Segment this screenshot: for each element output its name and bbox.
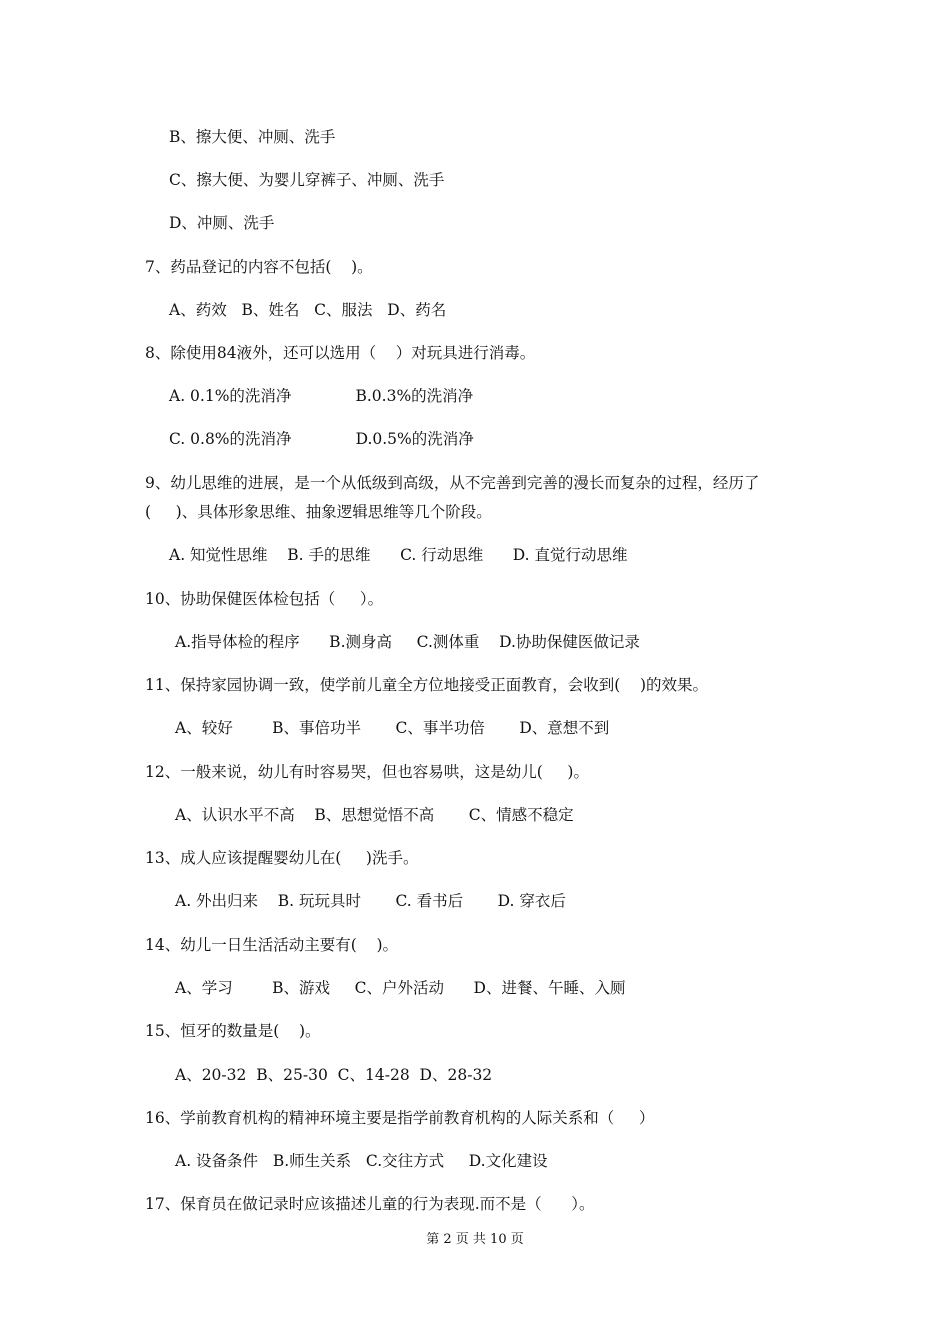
question-8: 8、除使用84液外，还可以选用（ ）对玩具进行消毒。 [145,344,536,362]
question-11-options: A、较好 B、事倍功半 C、事半功倍 D、意想不到 [175,719,610,737]
question-7: 7、药品登记的内容不包括( )。 [145,258,373,276]
question-11: 11、保持家园协调一致，使学前儿童全方位地接受正面教育，会收到( )的效果。 [145,676,709,694]
question-12: 12、一般来说，幼儿有时容易哭，但也容易哄，这是幼儿( )。 [145,763,589,781]
page-number-footer: 第 2 页 共 10 页 [426,1232,524,1247]
question-6-option-c: C、擦大便、为婴儿穿裤子、冲厕、洗手 [169,171,445,189]
question-7-options: A、药效 B、姓名 C、服法 D、药名 [169,301,447,319]
question-15-options: A、20-32 B、25-30 C、14-28 D、28-32 [175,1066,493,1084]
question-16: 16、学前教育机构的精神环境主要是指学前教育机构的人际关系和（ ） [145,1109,655,1127]
question-14-options: A、学习 B、游戏 C、户外活动 D、进餐、午睡、入厕 [175,979,626,997]
question-17: 17、保育员在做记录时应该描述儿童的行为表现.而不是（ ）。 [145,1195,595,1213]
question-12-options: A、认识水平不高 B、思想觉悟不高 C、情感不稳定 [175,806,574,824]
question-9-line-1: 9、幼儿思维的进展，是一个从低级到高级，从不完善到完善的漫长而复杂的过程，经历了 [145,474,760,492]
question-10: 10、协助保健医体检包括（ ）。 [145,590,384,608]
question-8-options-row-1: A. 0.1%的洗消净 B.0.3%的洗消净 [169,387,474,405]
question-6-option-b: B、擦大便、冲厕、洗手 [169,128,336,146]
question-13: 13、成人应该提醒婴幼儿在( )洗手。 [145,849,419,867]
question-16-options: A. 设备条件 B.师生关系 C.交往方式 D.文化建设 [175,1152,548,1170]
question-9-options: A. 知觉性思维 B. 手的思维 C. 行动思维 D. 直觉行动思维 [169,546,628,564]
question-14: 14、幼儿一日生活活动主要有( )。 [145,936,399,954]
question-6-option-d: D、冲厕、洗手 [169,214,275,232]
question-10-options: A.指导体检的程序 B.测身高 C.测体重 D.协助保健医做记录 [175,633,640,651]
question-8-options-row-2: C. 0.8%的洗消净 D.0.5%的洗消净 [169,430,474,448]
question-15: 15、恒牙的数量是( )。 [145,1022,321,1040]
question-13-options: A. 外出归来 B. 玩玩具时 C. 看书后 D. 穿衣后 [175,892,566,910]
question-9-line-2: ( )、具体形象思维、抽象逻辑思维等几个阶段。 [145,503,492,521]
